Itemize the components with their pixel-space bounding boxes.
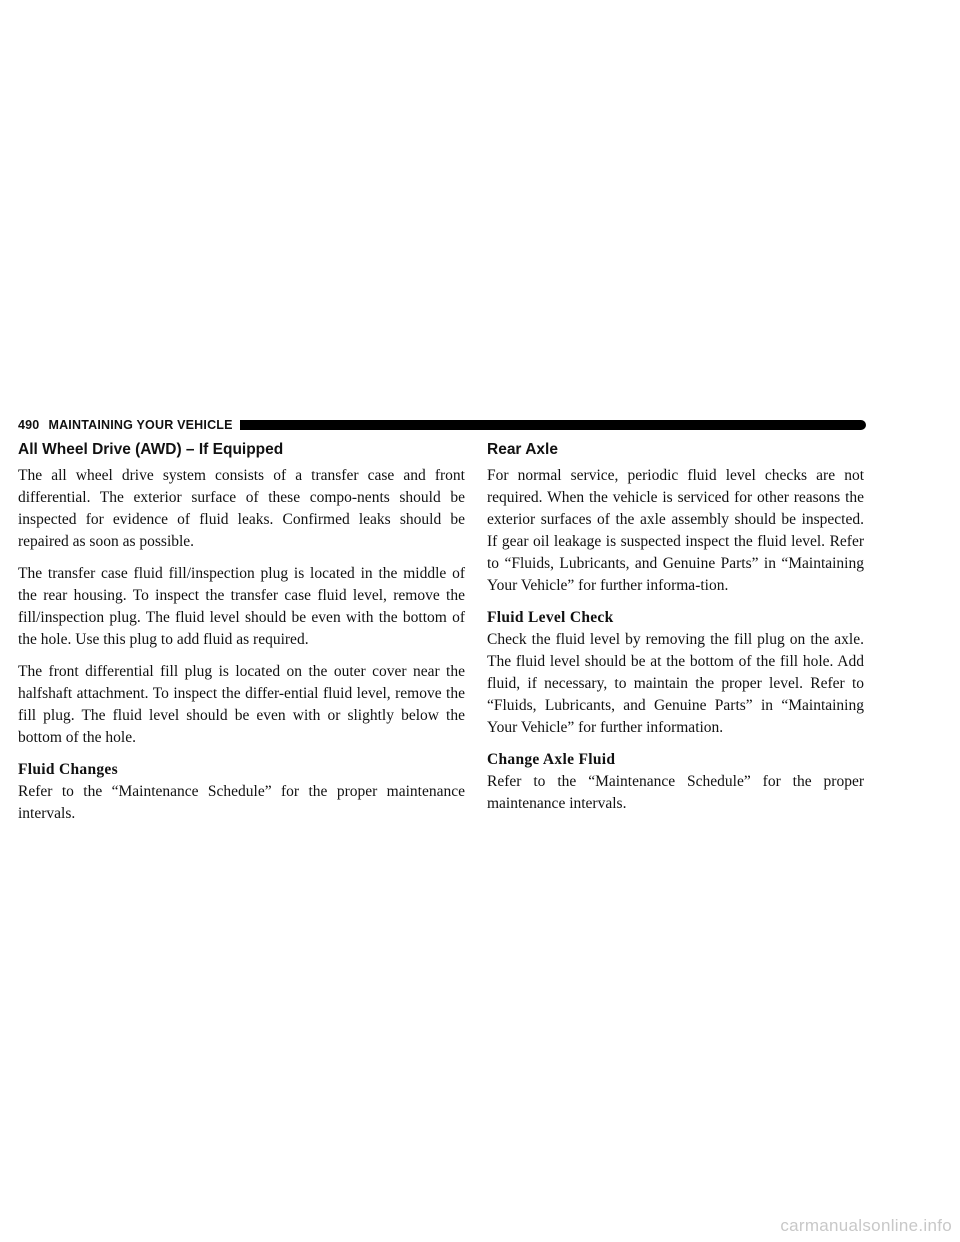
right-column xyxy=(487,440,864,825)
fluid-level-check-heading: Fluid Level Check xyxy=(487,609,614,626)
awd-paragraph-2: The transfer case fluid fill/inspection plug is located in the middle of the rear housing. To inspect the transfer case fluid level, remove the fill/inspection plug. The fluid level should be even with the bottom of the hole. Use this plug to add fluid as required. xyxy=(18,565,465,648)
awd-heading: All Wheel Drive (AWD) – If Equipped xyxy=(18,441,284,458)
awd-paragraph-3: The front differential fill plug is located on the outer cover near the halfshaft attachment. To inspect the differ-ential fluid level, remove the fill plug. The fluid level should be even with or slightly below the bottom of the hole. xyxy=(18,663,465,746)
change-axle-fluid-heading: Change Axle Fluid xyxy=(487,751,616,768)
fluid-changes-heading: Fluid Changes xyxy=(18,761,118,778)
fluid-changes-text: Refer to the “Maintenance Schedule” for the proper maintenance intervals. xyxy=(18,783,465,822)
rear-axle-paragraph: For normal service, periodic fluid level checks are not required. When the vehicle is serviced for other reasons the exterior surfaces of the axle assembly should be inspected. If gear oil leakage is suspected inspect the fluid level. Refer to “Fluids, Lubricants, and Genuine Parts” in “Maintaining Your Vehicle” for further informa-tion. xyxy=(487,467,864,594)
section-title: MAINTAINING YOUR VEHICLE xyxy=(48,418,233,432)
rear-axle-heading: Rear Axle xyxy=(487,441,558,458)
page-number: 490 xyxy=(18,418,40,432)
change-axle-fluid-text: Refer to the “Maintenance Schedule” for the proper maintenance intervals. xyxy=(487,773,864,812)
awd-paragraph-1: The all wheel drive system consists of a transfer case and front differential. The exterior surface of these compo-nents should be inspected for evidence of fluid leaks. Confirmed leaks should be repaired as soon as possible. xyxy=(18,467,465,550)
header-rule xyxy=(240,420,866,430)
page-header xyxy=(18,415,866,435)
watermark: carmanualsonline.info xyxy=(780,1216,952,1235)
fluid-level-check-text: Check the fluid level by removing the fill plug on the axle. The fluid level should be at the bottom of the fill hole. Add fluid, if necessary, to maintain the proper level. Refer to “Fluids, Lubricants, and Genuine Parts” in “Maintaining Your Vehicle” for further information. xyxy=(487,631,864,736)
left-column xyxy=(18,440,465,835)
